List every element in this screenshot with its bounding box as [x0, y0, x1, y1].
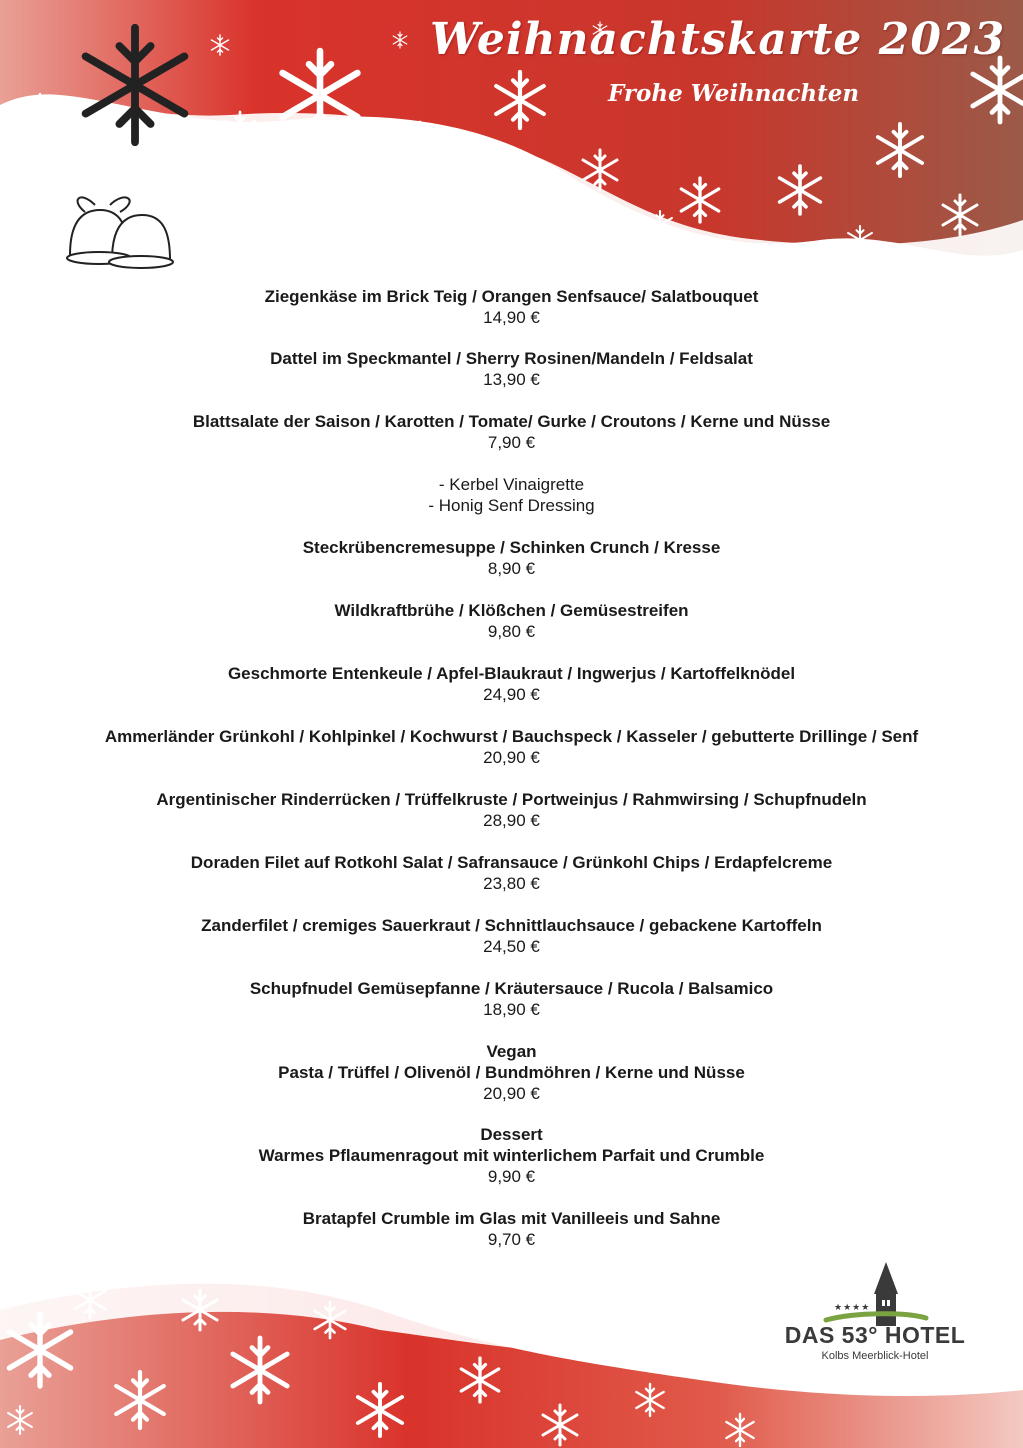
dish-name: Doraden Filet auf Rotkohl Salat / Safransauce / Grünkohl Chips / Erdapfelcreme: [190, 853, 833, 872]
dressing-option: - Honig Senf Dressing: [428, 496, 595, 515]
menu-item: [0, 348, 1023, 390]
menu-item: [0, 789, 1023, 831]
dish-price: 14,90 €: [483, 308, 540, 327]
menu-item: [0, 411, 1023, 453]
dish-name: Bratapfel Crumble im Glas mit Vanilleeis und Sahne: [302, 1209, 721, 1228]
menu-item: [0, 537, 1023, 579]
dish-price: 28,90 €: [483, 811, 540, 830]
menu-item: [0, 600, 1023, 642]
dish-price: 20,90 €: [483, 1084, 540, 1103]
dish-price: 20,90 €: [483, 748, 540, 767]
dish-name: Ziegenkäse im Brick Teig / Orangen Senfsauce/ Salatbouquet: [264, 287, 759, 306]
menu-item: [0, 286, 1023, 328]
dish-name: Steckrübencremesuppe / Schinken Crunch / Kresse: [302, 538, 721, 557]
dish-price: 8,90 €: [487, 559, 536, 578]
dish-name: Schupfnudel Gemüsepfanne / Kräutersauce / Rucola / Balsamico: [249, 979, 774, 998]
menu-item: [0, 978, 1023, 1020]
dish-name: Warmes Pflaumenragout mit winterlichem Parfait und Crumble: [258, 1146, 765, 1165]
menu-item: [0, 852, 1023, 894]
dish-price: 9,90 €: [487, 1167, 536, 1186]
menu-item: [0, 1208, 1023, 1250]
dish-price: 24,50 €: [483, 937, 540, 956]
hotel-tagline: Kolbs Meerblick-Hotel: [821, 1350, 929, 1362]
vegan-heading: Vegan: [486, 1042, 537, 1061]
dish-name: Argentinischer Rinderrücken / Trüffelkruste / Portweinjus / Rahmwirsing / Schupfnudeln: [156, 790, 867, 809]
menu-item: [0, 726, 1023, 768]
dish-price: 9,70 €: [487, 1230, 536, 1249]
dish-price: 9,80 €: [487, 622, 536, 641]
hotel-name: DAS 53° HOTEL: [784, 1322, 966, 1348]
dish-price: 24,90 €: [483, 685, 540, 704]
dish-name: Pasta / Trüffel / Olivenöl / Bundmöhren / Kerne und Nüsse: [278, 1063, 745, 1082]
menu-title: Weihnachtskarte 2023: [430, 14, 1006, 65]
vegan-section: [0, 1041, 1023, 1104]
menu-subtitle: Frohe Weihnachten: [608, 80, 860, 107]
bells-icon: [67, 197, 173, 268]
dish-name: Zanderfilet / cremiges Sauerkraut / Schnittlauchsauce / gebackene Kartoffeln: [201, 916, 822, 935]
dish-price: 23,80 €: [483, 874, 540, 893]
dish-name: Dattel im Speckmantel / Sherry Rosinen/Mandeln / Feldsalat: [270, 349, 753, 368]
dish-name: Ammerländer Grünkohl / Kohlpinkel / Kochwurst / Bauchspeck / Kasseler / gebutterte Drillinge / Senf: [104, 727, 919, 746]
church-tower-icon: [826, 1262, 926, 1326]
dressing-option: - Kerbel Vinaigrette: [438, 475, 585, 494]
dessert-heading: Dessert: [480, 1125, 543, 1144]
dressing-options: [0, 474, 1023, 516]
menu-item: [0, 663, 1023, 705]
dish-name: Wildkraftbrühe / Klößchen / Gemüsestreifen: [334, 601, 689, 620]
dish-price: 18,90 €: [483, 1000, 540, 1019]
dish-price: 13,90 €: [483, 370, 540, 389]
hotel-stars: ★★★★: [834, 1302, 871, 1312]
dish-price: 7,90 €: [487, 433, 536, 452]
menu-item: [0, 915, 1023, 957]
dish-name: Blattsalate der Saison / Karotten / Tomate/ Gurke / Croutons / Kerne und Nüsse: [192, 412, 831, 431]
dish-name: Geschmorte Entenkeule / Apfel-Blaukraut / Ingwerjus / Kartoffelknödel: [227, 664, 796, 683]
dessert-section: [0, 1124, 1023, 1187]
